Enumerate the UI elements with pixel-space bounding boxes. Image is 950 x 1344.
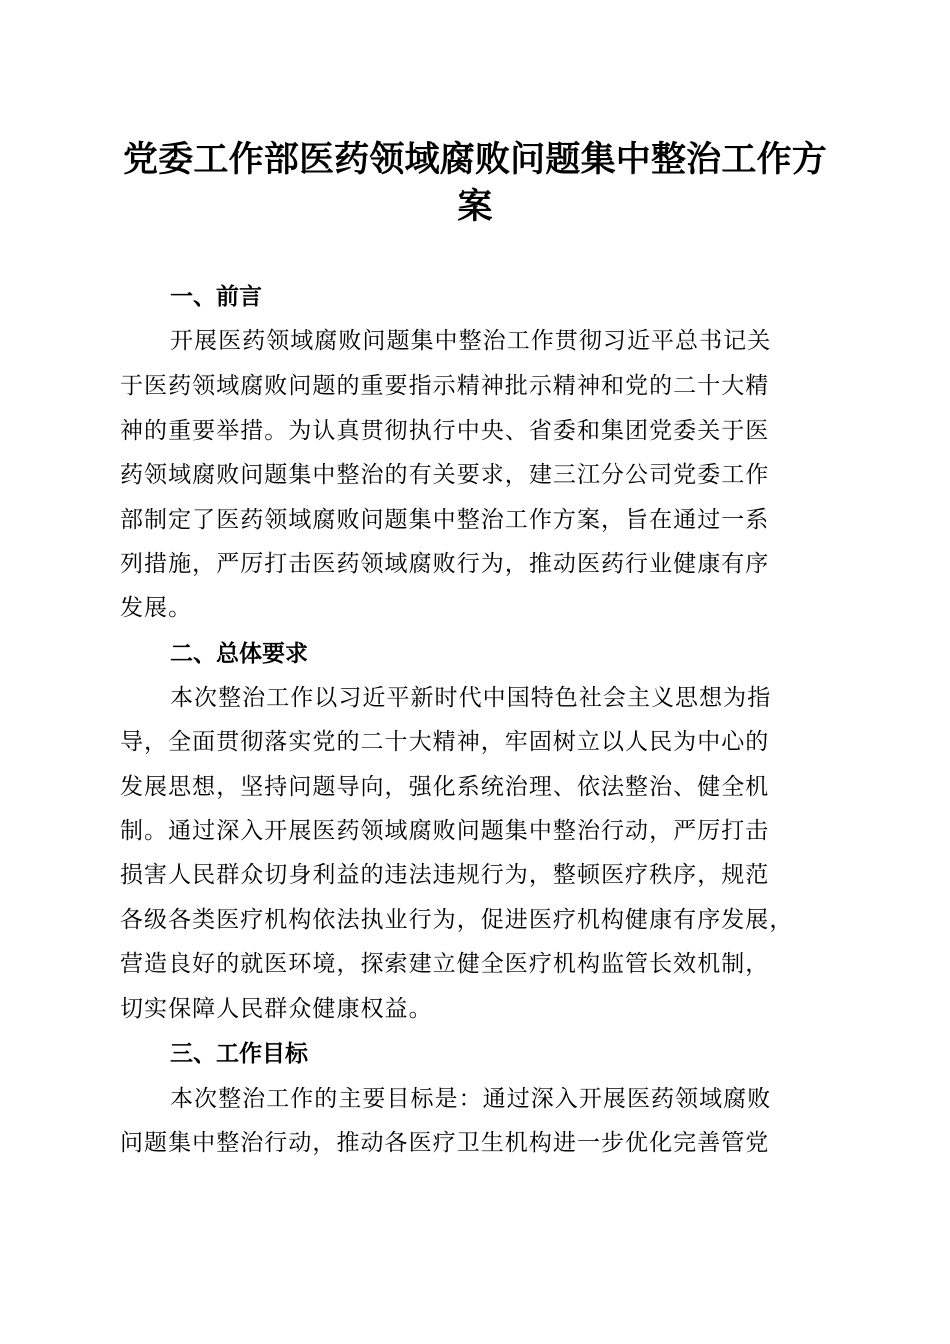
paragraph-line: 部制定了医药领域腐败问题集中整治工作方案，旨在通过一系 (120, 507, 770, 533)
paragraph-line: 各级各类医疗机构依法执业行为，促进医疗机构健康有序发展， (120, 907, 794, 933)
paragraph-line: 切实保障人民群众健康权益。 (120, 996, 433, 1022)
section-heading-work-goals: 三、工作目标 (170, 1041, 308, 1067)
paragraph-line: 营造良好的就医环境，探索建立健全医疗机构监管长效机制， (120, 951, 770, 977)
paragraph-line: 开展医药领域腐败问题集中整治工作贯彻习近平总书记关 (170, 328, 772, 354)
document-title-line-1: 党委工作部医药领域腐败问题集中整治工作方 (122, 139, 827, 180)
document-title-line-2: 案 (457, 186, 493, 227)
paragraph-line: 问题集中整治行动，推动各医疗卫生机构进一步优化完善管党 (120, 1130, 770, 1156)
paragraph-line: 发展思想，坚持问题导向，强化系统治理、依法整治、健全机 (120, 774, 770, 800)
paragraph-line: 于医药领域腐败问题的重要指示精神批示精神和党的二十大精 (120, 373, 770, 399)
paragraph-line: 损害人民群众切身利益的违法违规行为，整顿医疗秩序，规范 (120, 862, 770, 888)
section-heading-preface: 一、前言 (170, 284, 262, 310)
paragraph-line: 制。通过深入开展医药领域腐败问题集中整治行动，严厉打击 (120, 818, 770, 844)
paragraph-line: 发展。 (120, 595, 193, 621)
paragraph-line: 神的重要举措。为认真贯彻执行中央、省委和集团党委关于医 (120, 418, 770, 444)
paragraph-line: 导，全面贯彻落实党的二十大精神，牢固树立以人民为中心的 (120, 729, 770, 755)
paragraph-line: 本次整治工作以习近平新时代中国特色社会主义思想为指 (170, 685, 772, 711)
paragraph-line: 列措施，严厉打击医药领域腐败行为，推动医药行业健康有序 (120, 551, 770, 577)
paragraph-line: 本次整治工作的主要目标是：通过深入开展医药领域腐败 (170, 1086, 772, 1112)
section-heading-general-requirements: 二、总体要求 (170, 641, 308, 667)
paragraph-line: 药领域腐败问题集中整治的有关要求，建三江分公司党委工作 (120, 462, 770, 488)
